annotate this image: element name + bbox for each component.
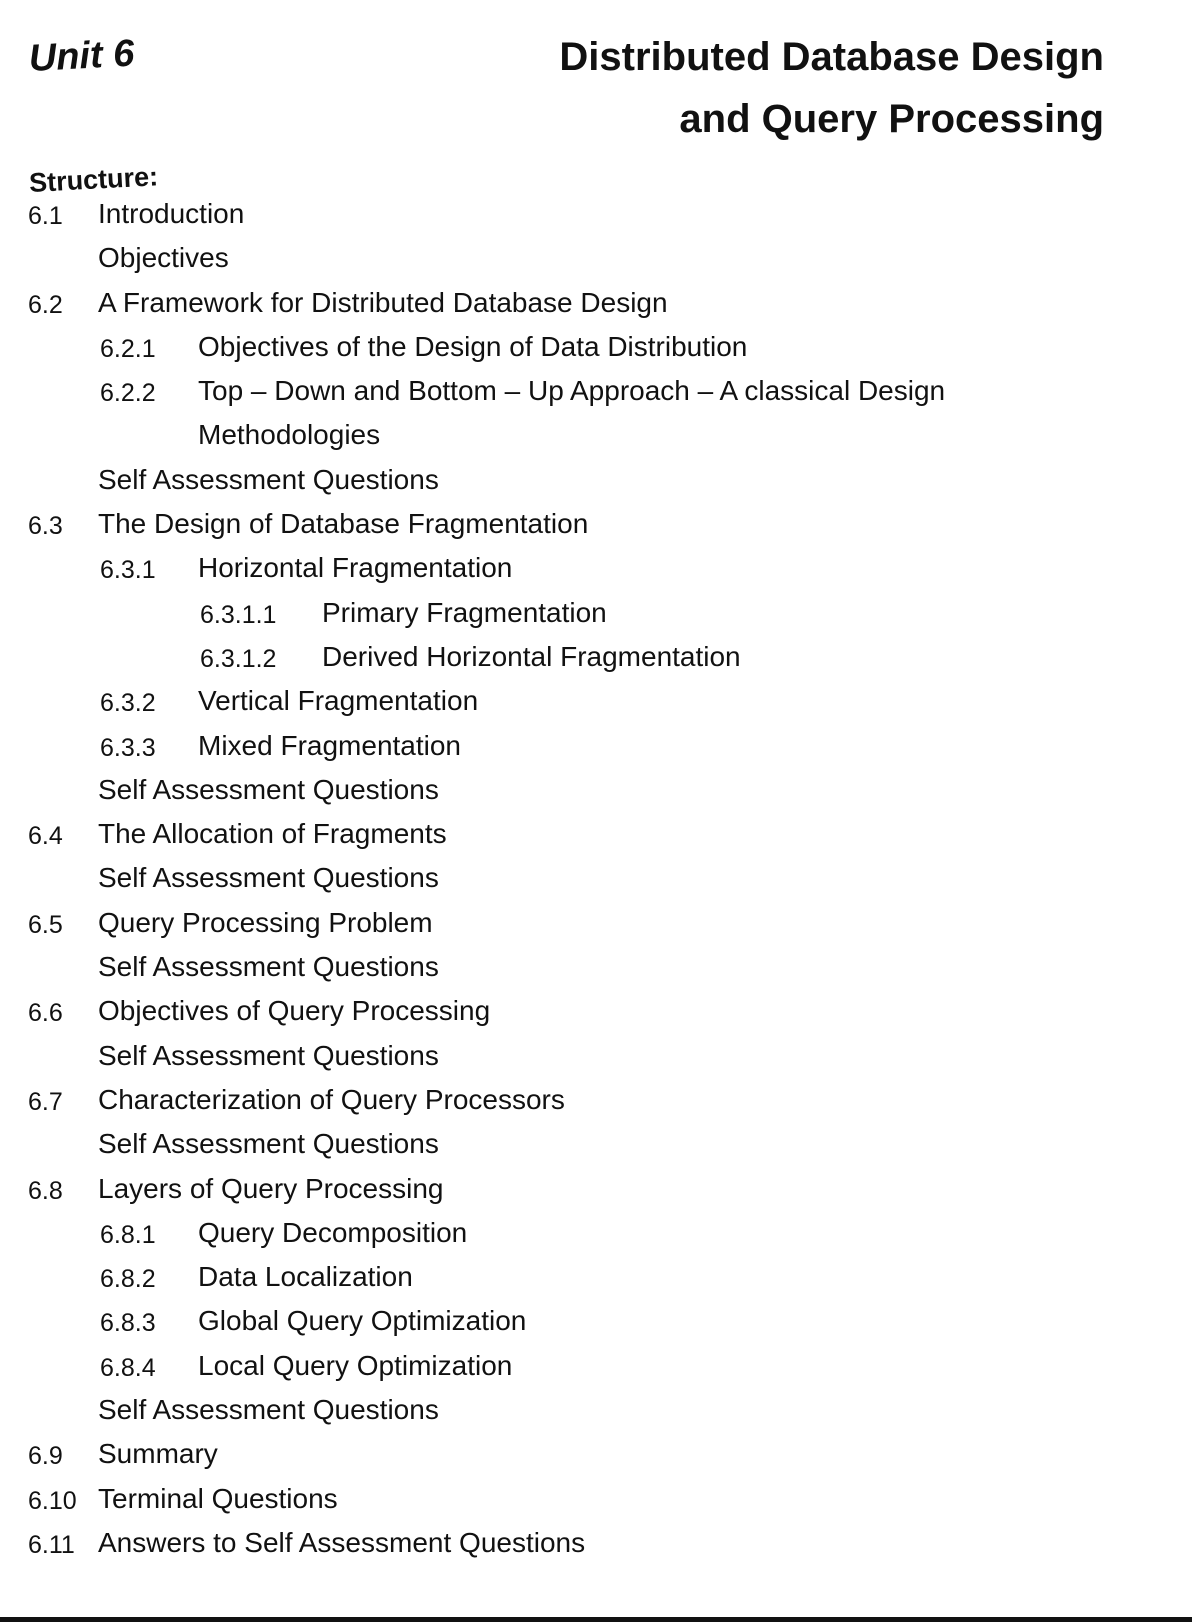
toc-text: Global Query Optimization — [198, 1305, 527, 1337]
toc-number: 6.8.4 — [100, 1353, 156, 1382]
toc-text: Top – Down and Bottom – Up Approach – A classical Design — [198, 375, 946, 407]
toc-entry — [28, 1126, 1168, 1170]
toc-number: 6.3.3 — [100, 733, 156, 762]
toc-entry — [28, 240, 1168, 284]
toc-entry — [28, 1392, 1168, 1436]
toc-number: 6.8 — [28, 1176, 63, 1205]
unit-label: Unit 6 — [27, 32, 136, 81]
toc-entry — [28, 816, 1168, 860]
toc-number: 6.10 — [28, 1486, 77, 1515]
toc-text: Self Assessment Questions — [98, 862, 439, 894]
toc-number: 6.3 — [28, 512, 63, 541]
toc-entry — [28, 1082, 1168, 1126]
title-line-1: Distributed Database Design — [559, 35, 1104, 79]
toc-entry — [28, 462, 1168, 506]
toc-number: 6.8.2 — [100, 1265, 156, 1294]
toc-entry — [28, 1215, 1168, 1259]
toc-text: Self Assessment Questions — [98, 1039, 439, 1071]
toc-entry — [28, 993, 1168, 1037]
toc-text: Query Processing Problem — [98, 906, 433, 938]
toc-number: 6.3.2 — [100, 689, 156, 718]
toc-number: 6.3.1 — [100, 556, 156, 585]
toc-number: 6.11 — [28, 1530, 75, 1559]
toc-text: A Framework for Distributed Database Design — [98, 286, 668, 318]
toc-text: Query Decomposition — [198, 1216, 468, 1248]
toc-text: The Design of Database Fragmentation — [98, 508, 589, 540]
toc-entry — [28, 1171, 1168, 1215]
toc-number: 6.7 — [28, 1087, 63, 1116]
toc-number: 6.2 — [28, 290, 63, 319]
toc-entry — [28, 639, 1168, 683]
toc-entry — [28, 1436, 1168, 1480]
toc-text: Primary Fragmentation — [322, 596, 607, 628]
toc-entry — [28, 772, 1168, 816]
toc-entry — [28, 1348, 1168, 1392]
toc-text: Introduction — [98, 198, 245, 229]
toc-entry — [28, 860, 1168, 904]
toc-text: Self Assessment Questions — [98, 1394, 439, 1426]
toc-text: Summary — [98, 1438, 218, 1470]
toc-entry — [28, 728, 1168, 772]
toc-entry — [28, 1481, 1168, 1525]
table-of-contents — [28, 196, 1168, 1569]
toc-number: 6.3.1.2 — [200, 644, 277, 673]
toc-entry — [28, 550, 1168, 594]
toc-number: 6.6 — [28, 999, 63, 1028]
toc-number: 6.4 — [28, 822, 63, 851]
toc-text: Objectives — [98, 242, 229, 274]
toc-entry — [28, 595, 1168, 639]
toc-number: 6.5 — [28, 910, 63, 939]
toc-text: Objectives of Query Processing — [98, 995, 491, 1027]
toc-number: 6.1 — [28, 202, 63, 230]
toc-text: Self Assessment Questions — [98, 463, 439, 495]
toc-entry — [28, 373, 1168, 417]
toc-entry — [28, 506, 1168, 550]
page-title — [559, 26, 1104, 150]
toc-entry — [28, 285, 1168, 329]
toc-entry — [28, 1303, 1168, 1347]
toc-entry — [28, 329, 1168, 373]
toc-entry — [28, 1259, 1168, 1303]
bottom-rule — [0, 1617, 1192, 1622]
toc-entry — [28, 417, 1168, 461]
toc-text: Data Localization — [198, 1261, 413, 1293]
toc-text: The Allocation of Fragments — [98, 818, 447, 850]
toc-text: Local Query Optimization — [198, 1349, 513, 1381]
toc-text: Self Assessment Questions — [98, 773, 439, 805]
toc-entry — [28, 1525, 1168, 1569]
toc-entry — [28, 1038, 1168, 1082]
toc-text: Derived Horizontal Fragmentation — [322, 640, 741, 672]
toc-text: Terminal Questions — [98, 1482, 338, 1514]
toc-number: 6.9 — [28, 1442, 63, 1471]
toc-number: 6.2.2 — [100, 379, 156, 408]
toc-text: Mixed Fragmentation — [198, 729, 462, 761]
toc-number: 6.8.3 — [100, 1309, 156, 1338]
toc-text: Characterization of Query Processors — [98, 1083, 565, 1115]
toc-text: Self Assessment Questions — [98, 1128, 439, 1160]
toc-entry — [28, 949, 1168, 993]
toc-entry — [28, 683, 1168, 727]
toc-text: Self Assessment Questions — [98, 951, 439, 983]
toc-number: 6.2.1 — [100, 334, 156, 363]
toc-text: Methodologies — [198, 419, 381, 451]
toc-number: 6.3.1.1 — [200, 600, 277, 629]
toc-entry — [28, 905, 1168, 949]
toc-text: Vertical Fragmentation — [198, 685, 479, 717]
toc-entry — [28, 196, 1168, 240]
title-line-2: and Query Processing — [679, 97, 1104, 141]
toc-text: Objectives of the Design of Data Distribution — [198, 330, 748, 362]
structure-heading: Structure: — [28, 161, 159, 199]
toc-number: 6.8.1 — [100, 1220, 156, 1249]
toc-text: Layers of Query Processing — [98, 1172, 444, 1204]
toc-text: Answers to Self Assessment Questions — [98, 1526, 586, 1558]
toc-text: Horizontal Fragmentation — [198, 552, 513, 584]
